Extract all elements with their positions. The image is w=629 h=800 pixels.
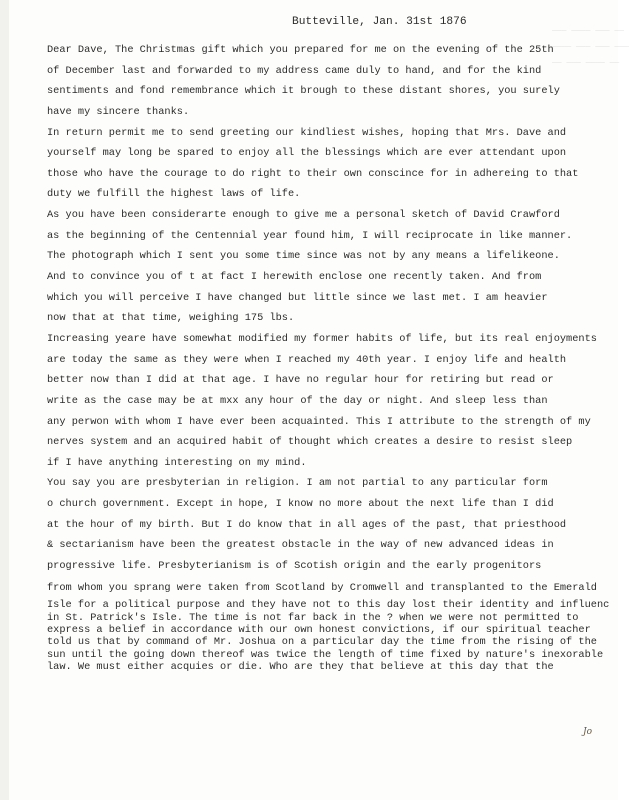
text-line: now that at that time, weighing 175 lbs. <box>47 312 295 325</box>
text-line: any perwon with whom I have ever been acquainted. This I attribute to the strength of my <box>47 415 591 428</box>
text-line: at the hour of my birth. But I do know that in all ages of the past, that priesthood <box>47 518 567 531</box>
paper-edge-shadow <box>0 0 9 800</box>
text-line: Isle for a political purpose and they have not to this day lost their identity and influenc <box>47 599 610 612</box>
text-line: You say you are presbyterian in religion. I am not partial to any particular form <box>47 477 548 490</box>
text-line: As you have been considerarte enough to give me a personal sketch of David Crawford <box>47 209 560 222</box>
text-line: progressive life. Presbyterianism is of Scotish origin and the early progenitors <box>47 560 542 573</box>
text-line: yourself may long be spared to enjoy all the blessings which are ever attendant upon <box>47 147 567 160</box>
text-line: nerves system and an acquired habit of thought which creates a desire to resist sleep <box>47 436 573 449</box>
text-line: those who have the courage to do right to their own conscince for in adhereing to that <box>47 167 579 180</box>
text-line: write as the case may be at mxx any hour of the day or night. And sleep less than <box>47 394 548 407</box>
text-line: express a belief in accordance with our own honest convictions, if our spiritual teacher <box>47 623 591 636</box>
text-line: have my sincere thanks. <box>47 105 190 118</box>
text-line: in St. Patrick's Isle. The time is not far back in the ? when we were not permitted to <box>47 611 579 624</box>
handwritten-margin-note: Jo <box>583 727 593 737</box>
text-line: sun until the going down thereof was twice the length of time fixed by nature's inexorable <box>47 648 604 661</box>
text-line: if I have anything interesting on my mind. <box>47 456 307 469</box>
text-line: The photograph which I sent you some time since was not by any means a lifelikeone. <box>47 250 560 263</box>
text-line: as the beginning of the Centennial year found him, I will reciprocate in like manner. <box>47 229 573 242</box>
letter-body <box>47 40 615 674</box>
text-line: law. We must either acquies or die. Who are they that believe at this day that the <box>47 661 554 674</box>
text-line: In return permit me to send greeting our kindliest wishes, hoping that Mrs. Dave and <box>47 126 567 139</box>
show-through-bleed: ─── ──── ─── ── ──── ─── ─── ─── ── ─── ──── ── <box>552 27 629 68</box>
text-line: Increasing yeare have somewhat modified my former habits of life, but its real enjoyments <box>47 332 597 345</box>
text-line: which you will perceive I have changed but little since we last met. I am heavier <box>47 291 548 304</box>
text-line: from whom you sprang were taken from Scotland by Cromwell and transplanted to the Emerald <box>47 581 597 594</box>
text-line: sentiments and fond remembrance which it brough to these distant shores, you surely <box>47 85 560 98</box>
text-line: duty we fulfill the highest laws of life. <box>47 188 301 201</box>
text-line: are today the same as they were when I reached my 40th year. I enjoy life and health <box>47 353 567 366</box>
text-line: Dear Dave, The Christmas gift which you prepared for me on the evening of the 25th <box>47 44 554 56</box>
text-line: o church government. Except in hope, I know no more about the next life than I did <box>47 498 554 511</box>
text-line: & sectarianism have been the greatest obstacle in the way of new advanced ideas in <box>47 539 554 552</box>
text-line: better now than I did at that age. I have no regular hour for retiring but read or <box>47 374 554 387</box>
text-line: told us that by command of Mr. Joshua on a particular day the time from the rising of the <box>47 636 597 649</box>
dateline: Butteville, Jan. 31st 1876 <box>292 16 467 28</box>
text-line: And to convince you of t at fact I herewith enclose one recently taken. And from <box>47 271 542 284</box>
text-line: of December last and forwarded to my address came duly to hand, and for the kind <box>47 64 542 77</box>
